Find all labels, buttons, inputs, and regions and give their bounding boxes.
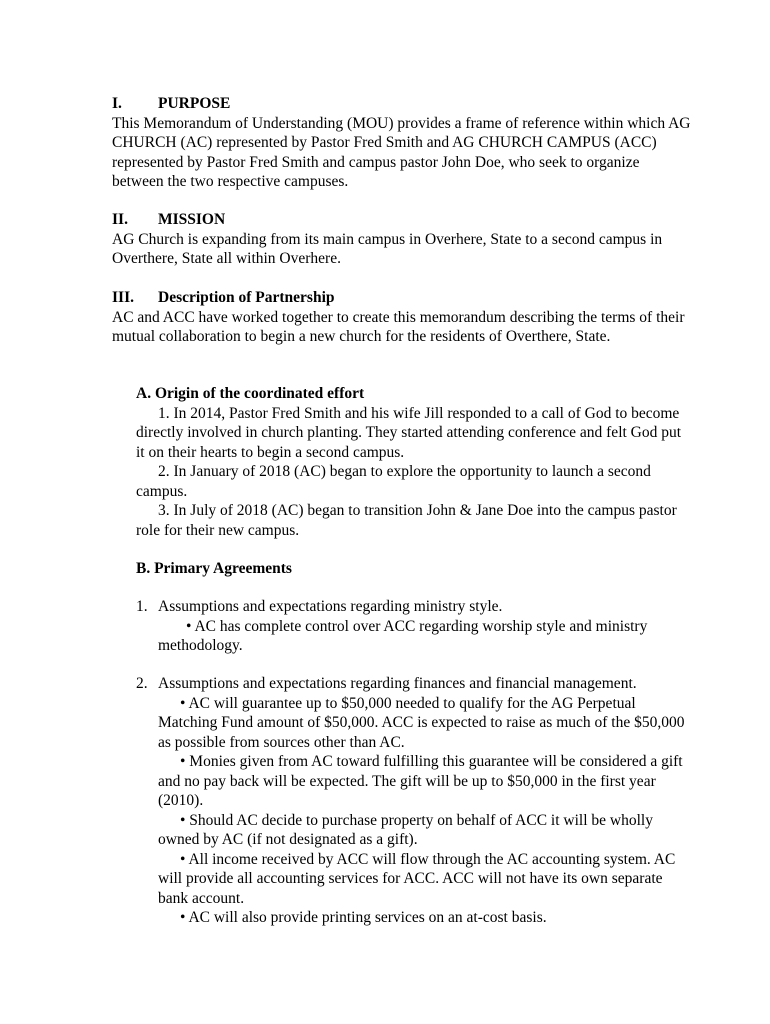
agreement-bullet: • All income received by ACC will flow through the AC accounting system. AC will provide all accounting services for ACC. ACC will not have its own separate bank account. <box>158 850 676 907</box>
agreement-number: 1. <box>136 598 148 615</box>
subsection-title: B. Primary Agreements <box>136 560 292 577</box>
section-purpose <box>112 94 692 192</box>
agreement-item <box>136 674 692 928</box>
section-text: AG Church is expanding from its main campus in Overhere, State to a second campus in Overthere, State all within Overhere. <box>112 230 663 267</box>
agreement-bullet: • AC will also provide printing services on an at-cost basis. <box>180 909 547 926</box>
agreement-item <box>136 597 692 656</box>
section-numeral: III. <box>112 289 134 306</box>
section-text: This Memorandum of Understanding (MOU) provides a frame of reference within which AG CHURCH (AC) represented by Pastor Fred Smith and AG CHURCH CAMPUS (ACC) represented by Pastor Fred Smith and campus pastor John Doe, who seek to organize between the two respective campuses. <box>112 114 691 190</box>
section-mission <box>112 210 692 269</box>
section-heading <box>112 288 692 308</box>
section-title: Description of Partnership <box>158 289 335 306</box>
agreement-bullet: • AC has complete control over ACC regarding worship style and ministry methodology. <box>158 617 648 654</box>
agreement-number: 2. <box>136 675 148 692</box>
agreement-bullet: • Monies given from AC toward fulfilling this guarantee will be considered a gift and no pay back will be expected. The gift will be up to $50,000 in the first year (2010). <box>158 753 683 809</box>
origin-item: 1. In 2014, Pastor Fred Smith and his wife Jill responded to a call of God to become directly involved in church planting. They started attending conference and felt God put it on their hearts to begin a second campus. <box>136 404 682 461</box>
origin-item: 2. In January of 2018 (AC) began to explore the opportunity to launch a second campus. <box>136 463 651 500</box>
section-partnership <box>112 288 692 347</box>
agreement-bullet: • Should AC decide to purchase property on behalf of ACC it will be wholly owned by AC (if not designated as a gift). <box>158 811 653 848</box>
agreement-text: Assumptions and expectations regarding ministry style. <box>158 598 503 615</box>
agreement-bullet: • AC will guarantee up to $50,000 needed to qualify for the AG Perpetual Matching Fund amount of $50,000. ACC is expected to raise as much of the $50,000 as possible from sources other than AC. <box>158 694 685 751</box>
section-heading <box>112 94 692 114</box>
subsection-title: A. Origin of the coordinated effort <box>136 385 365 402</box>
origin-subsection <box>136 384 692 540</box>
section-title: PURPOSE <box>158 95 231 112</box>
section-numeral: I. <box>112 95 122 112</box>
origin-item: 3. In July of 2018 (AC) began to transition John & Jane Doe into the campus pastor role for their new campus. <box>136 502 677 539</box>
section-text: AC and ACC have worked together to create this memorandum describing the terms of their mutual collaboration to begin a new church for the residents of Overthere, State. <box>112 308 685 345</box>
section-title: MISSION <box>158 211 226 228</box>
section-numeral: II. <box>112 211 128 228</box>
agreements-subsection <box>136 559 692 579</box>
section-heading <box>112 210 692 230</box>
agreement-text: Assumptions and expectations regarding finances and financial management. <box>158 675 637 692</box>
